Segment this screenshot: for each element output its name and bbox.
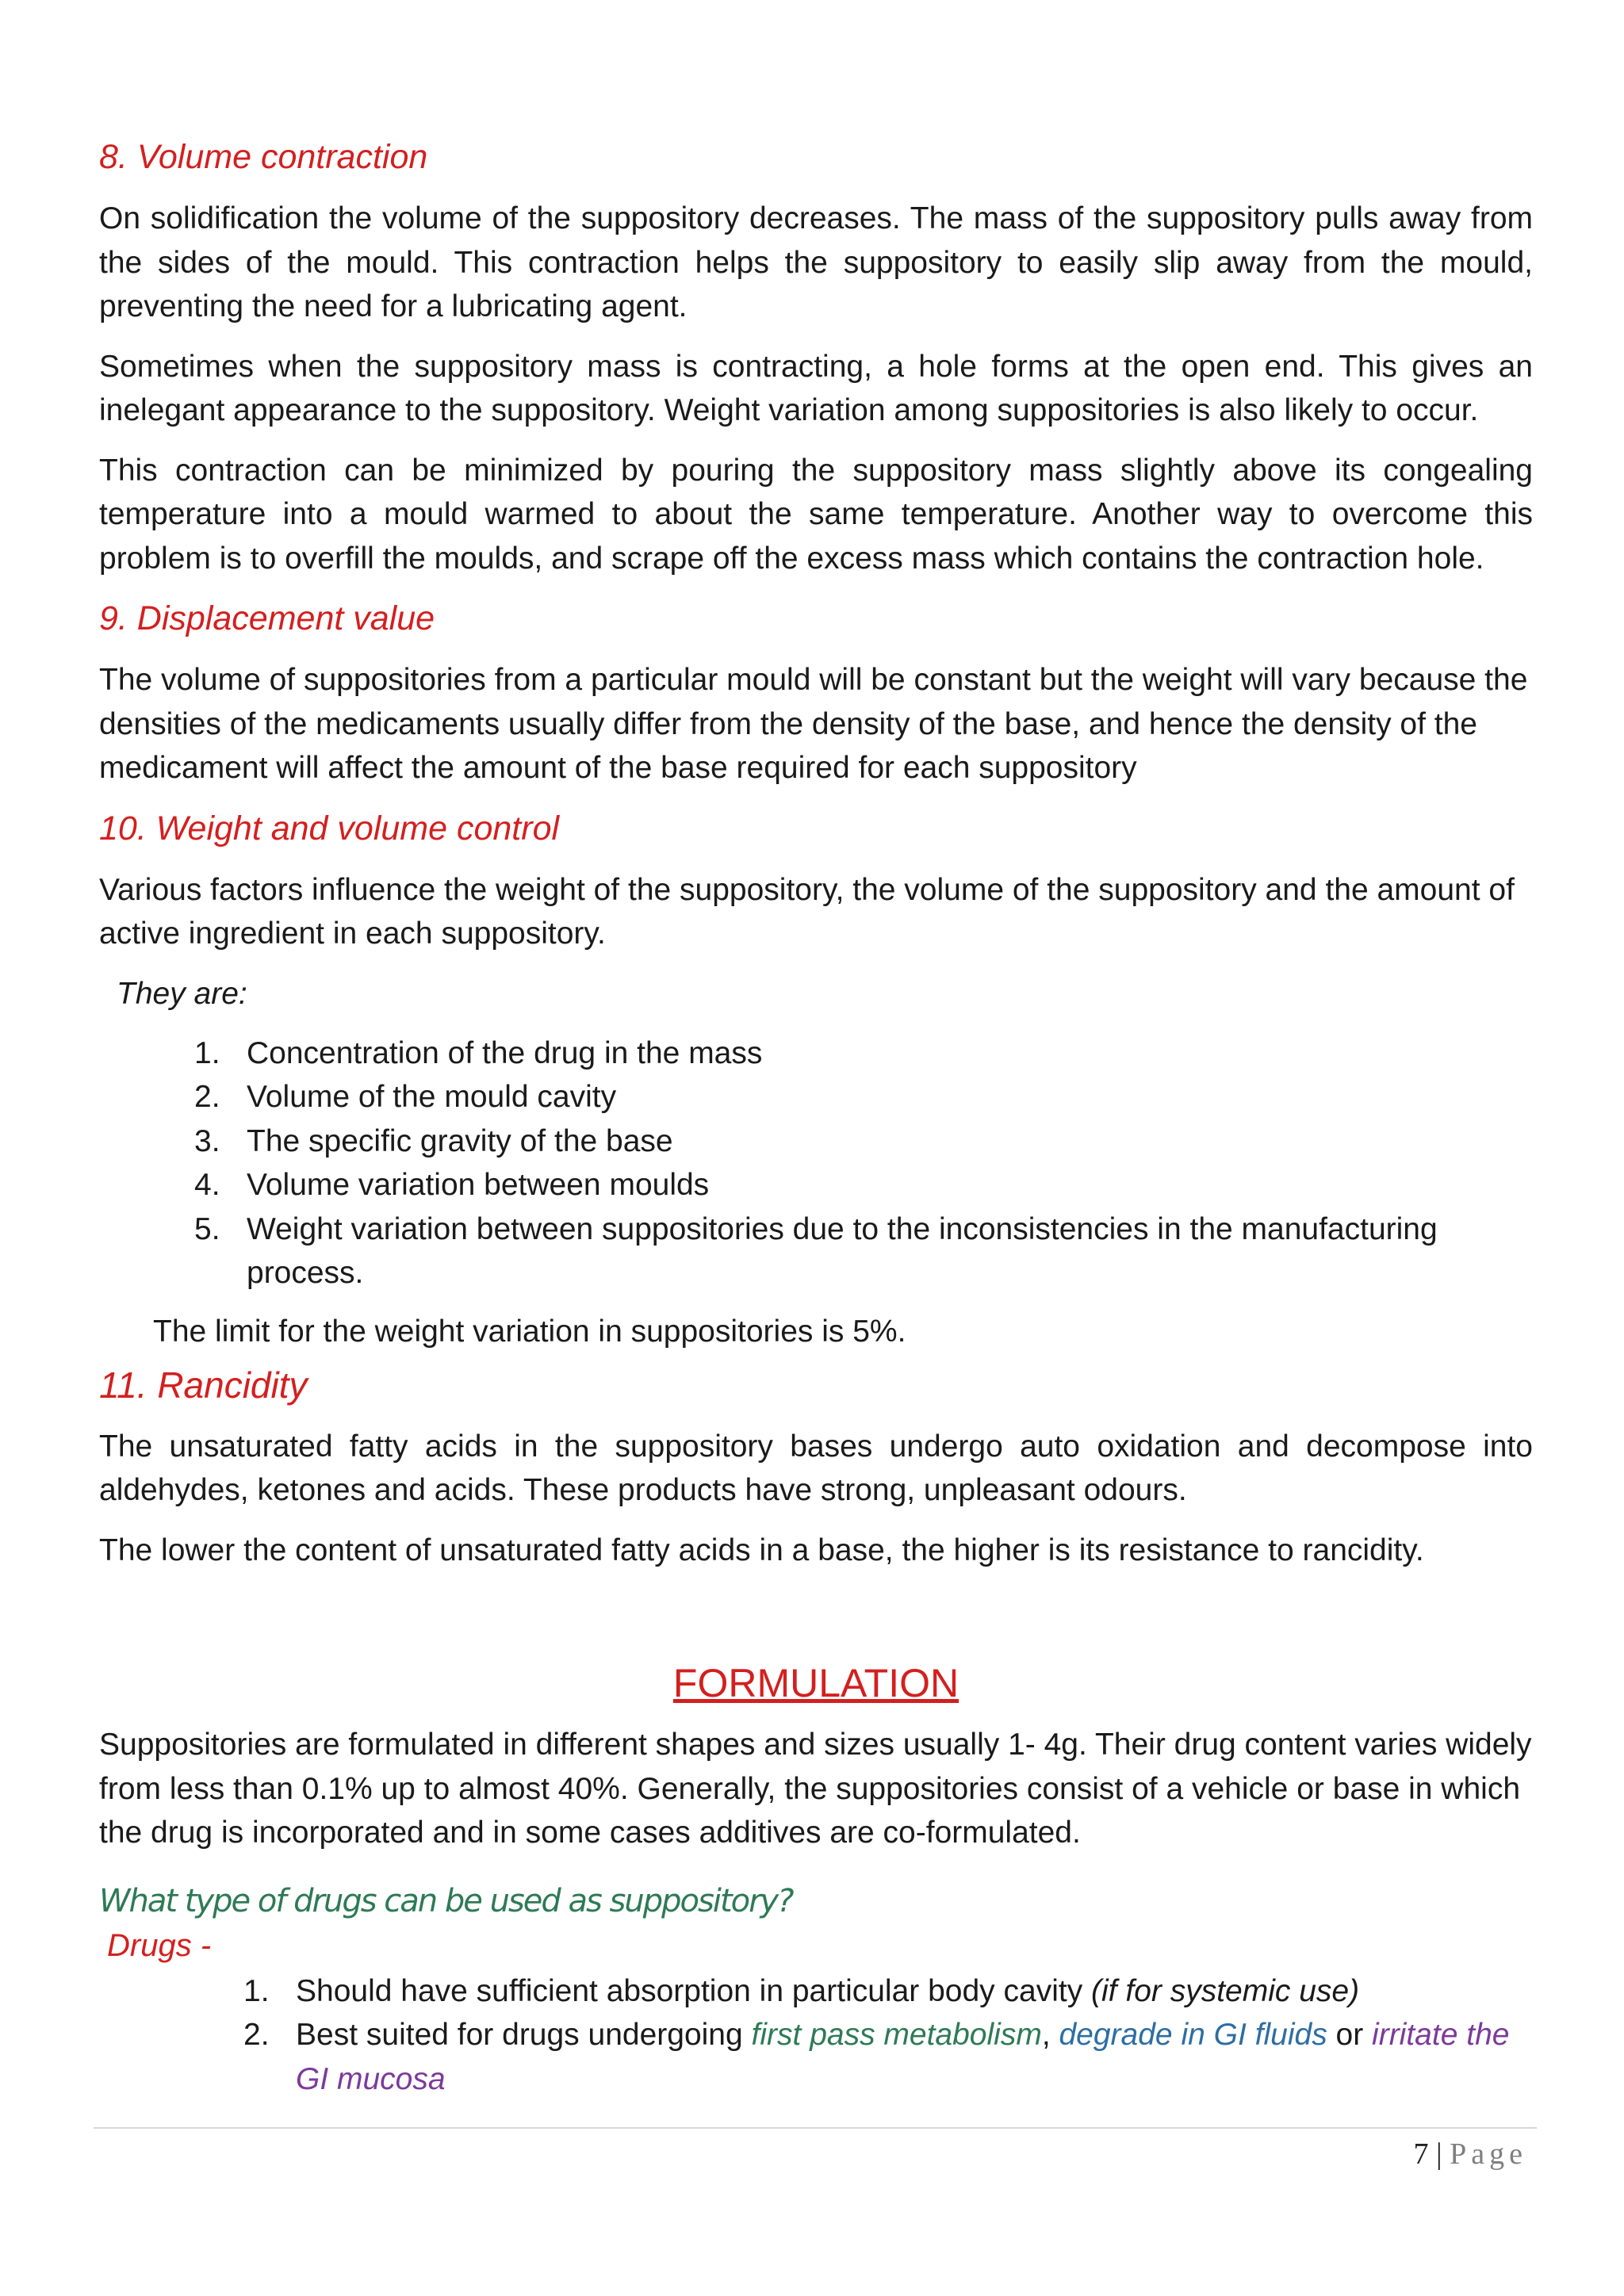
- list-item-text: Should have sufficient absorption in particular body cavity: [296, 1973, 1092, 2008]
- list-number: 1.: [243, 1973, 270, 2008]
- list-item: [99, 2013, 1533, 2101]
- paragraph: The volume of suppositories from a particular mould will be constant but the weight will vary because the densities of the medicaments usually differ from the density of the base, and hence the density of the medicament will affect the amount of the base required for each suppository: [99, 663, 1528, 785]
- list-item-text: Concentration of the drug in the mass: [247, 1035, 763, 1070]
- section-title-formulation: FORMULATION: [672, 1661, 959, 1705]
- page-footer: [1414, 2134, 1527, 2174]
- heading-displacement-value: 9. Displacement value: [99, 599, 435, 637]
- question-heading: What type of drugs can be used as suppository?: [99, 1882, 793, 1919]
- document-page: [99, 135, 1533, 2101]
- paragraph: The lower the content of unsaturated fatty acids in a base, the higher is its resistance to rancidity.: [99, 1533, 1424, 1567]
- heading-rancidity: 11. Rancidity: [99, 1364, 308, 1406]
- list-number: 3.: [194, 1123, 220, 1158]
- paragraph: Sometimes when the suppository mass is contracting, a hole forms at the open end. This gives an inelegant appearance to the suppository. Weight variation among suppositories is also likely to occur.: [99, 349, 1533, 427]
- highlight-first-pass: first pass metabolism: [751, 2018, 1042, 2052]
- list-item: [99, 1119, 1533, 1164]
- list-item: [99, 1207, 1533, 1295]
- paragraph: On solidification the volume of the suppository decreases. The mass of the suppository pulls away from the sides of the mould. This contraction helps the suppository to easily slip away from the mould, preventing the need for a lubricating agent.: [99, 201, 1533, 323]
- or-text: or: [1327, 2018, 1373, 2052]
- list-number: 5.: [194, 1211, 220, 1246]
- page-number: 7: [1413, 2137, 1429, 2171]
- list-number: 2.: [243, 2018, 270, 2052]
- list-item-text: Best suited for drugs undergoing: [296, 2018, 752, 2052]
- heading-weight-volume-control: 10. Weight and volume control: [99, 809, 560, 848]
- list-number: 2.: [194, 1080, 220, 1114]
- list-item: [99, 1075, 1533, 1119]
- page-word: Page: [1450, 2137, 1527, 2171]
- paragraph: The unsaturated fatty acids in the suppository bases undergo auto oxidation and decompose into aldehydes, ketones and acids. These products have strong, unpleasant odours.: [99, 1429, 1533, 1507]
- list-number: 1.: [194, 1035, 220, 1070]
- separator-text: ,: [1041, 2018, 1059, 2052]
- list-item: [99, 1163, 1533, 1207]
- highlight-irritate-gi: irritate the GI mucosa: [296, 2018, 1510, 2096]
- footer-divider: [94, 2127, 1537, 2129]
- heading-volume-contraction: 8. Volume contraction: [99, 138, 428, 176]
- paragraph: Various factors influence the weight of the suppository, the volume of the suppository and the amount of active ingredient in each suppository.: [99, 872, 1515, 951]
- list-item: [99, 1031, 1533, 1076]
- list-intro: They are:: [117, 976, 247, 1011]
- factors-list: [99, 1031, 1533, 1295]
- paragraph: Suppositories are formulated in different shapes and sizes usually 1- 4g. Their drug content varies widely from less than 0.1% up to almost 40%. Generally, the suppositories consist of a vehicle or base in which the drug is incorporated and in some cases additives are co-formulated.: [99, 1728, 1532, 1850]
- list-item-text: Weight variation between suppositories due to the inconsistencies in the manufacturing process.: [247, 1211, 1438, 1290]
- list-number: 4.: [194, 1168, 220, 1202]
- drugs-list: [99, 1969, 1533, 2102]
- list-item-note: (if for systemic use): [1091, 1973, 1360, 2008]
- list-item: [99, 1969, 1533, 2014]
- weight-limit-note: The limit for the weight variation in suppositories is 5%.: [153, 1314, 906, 1349]
- list-item-text: Volume of the mould cavity: [247, 1080, 617, 1114]
- drugs-label: Drugs -: [107, 1927, 212, 1963]
- page-separator: |: [1428, 2137, 1450, 2171]
- highlight-degrade-gi: degrade in GI fluids: [1059, 2018, 1327, 2052]
- list-item-text: The specific gravity of the base: [247, 1123, 673, 1158]
- paragraph: This contraction can be minimized by pouring the suppository mass slightly above its congealing temperature into a mould warmed to about the same temperature. Another way to overcome this problem is to overfill the moulds, and scrape off the excess mass which contains the contraction hole.: [99, 453, 1533, 576]
- list-item-text: Volume variation between moulds: [247, 1168, 710, 1202]
